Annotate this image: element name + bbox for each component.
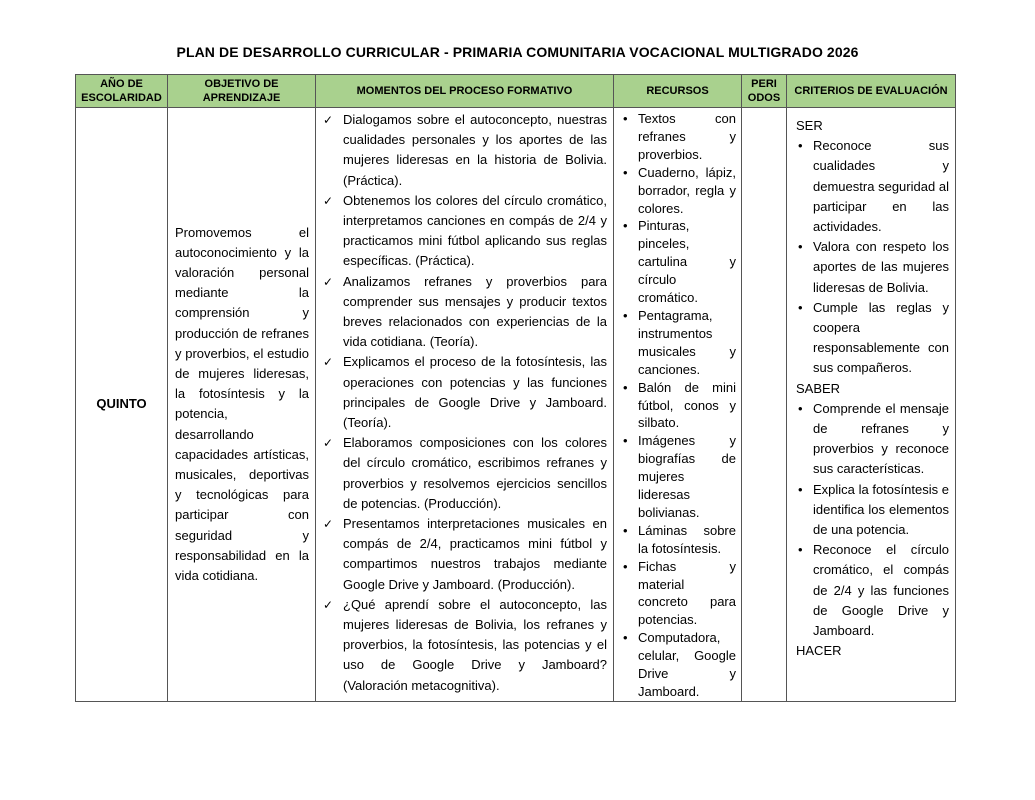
criteria-item-text: Valora con respeto los aportes de las mujeres lideresas de Bolivia. [813, 239, 949, 295]
checkmark-icon: ✓ [323, 274, 334, 289]
header-grade: AÑO DE ESCOLARIDAD [76, 75, 168, 108]
moment-item [323, 595, 607, 696]
moment-item-text: Dialogamos sobre el autoconcepto, nuestras cualidades personales y los aportes de las mujeres lideresas en la historia de Bolivia. (Práctica). [343, 112, 607, 188]
moments-cell [316, 108, 614, 702]
header-objective: OBJETIVO DE APRENDIZAJE [168, 75, 316, 108]
bullet-icon: • [623, 218, 628, 234]
header-moments: MOMENTOS DEL PROCESO FORMATIVO [316, 75, 614, 108]
criteria-cell [787, 108, 956, 702]
resource-item [623, 629, 736, 701]
bullet-icon: • [623, 558, 628, 574]
resources-cell [614, 108, 742, 702]
bullet-icon: • [798, 542, 803, 558]
grade-cell: QUINTO [76, 108, 168, 702]
criteria-item [798, 540, 949, 641]
resource-item [623, 522, 736, 558]
bullet-icon: • [798, 481, 803, 497]
resource-item [623, 110, 736, 164]
criteria-item-text: Cumple las reglas y coopera responsablemente con sus compañeros. [813, 299, 949, 376]
checkmark-icon: ✓ [323, 597, 334, 612]
resource-item-text: Textos con refranes y proverbios. [638, 111, 736, 162]
bullet-icon: • [623, 111, 628, 126]
resource-item [623, 307, 736, 379]
moment-item [323, 433, 607, 514]
resource-item [623, 217, 736, 307]
resource-item [623, 164, 736, 218]
header-periods: PERI ODOS [742, 75, 787, 108]
criteria-item [798, 399, 949, 480]
moment-item-text: ¿Qué aprendí sobre el autoconcepto, las mujeres lideresas de Bolivia, los refranes y proverbios, la fotosíntesis, las potencias y el uso de Google Drive y Jamboard? (Valoración metacognitiva). [343, 596, 607, 693]
moment-item [323, 110, 607, 191]
checkmark-icon: ✓ [323, 193, 334, 208]
criteria-item-text: Comprende el mensaje de refranes y proverbios y reconoce sus características. [813, 400, 949, 477]
resource-item-text: Cuaderno, lápiz, borrador, regla y colores. [638, 164, 736, 216]
header-criteria: CRITERIOS DE EVALUACIÓN [787, 75, 956, 108]
resource-item-text: Láminas sobre la fotosíntesis. [638, 522, 736, 556]
header-resources: RECURSOS [614, 75, 742, 108]
moment-item-text: Obtenemos los colores del círculo cromático, interpretamos canciones en compás de 2/4 y practicamos mini fútbol aplicando sus reglas específicas. (Práctica). [343, 192, 607, 269]
header-row [76, 75, 956, 108]
bullet-icon: • [623, 433, 628, 449]
bullet-icon: • [623, 522, 628, 538]
criteria-item [798, 237, 949, 298]
criteria-saber-list [796, 399, 949, 641]
criteria-item-text: Reconoce el círculo cromático, el compás de 2/4 y las funciones de Google Drive y Jamboard. [813, 542, 949, 639]
bullet-icon: • [798, 239, 803, 255]
moments-list [316, 110, 613, 696]
criteria-item [798, 298, 949, 379]
table-row [76, 108, 956, 702]
bullet-icon: • [623, 164, 628, 180]
resources-list [614, 110, 741, 701]
bullet-icon: • [623, 630, 628, 646]
moment-item-text: Analizamos refranes y proverbios para comprender sus mensajes y producir textos breves relacionados con experiencias de la vida cotidiana. (Teoría). [343, 273, 607, 350]
criteria-ser-list [796, 136, 949, 378]
checkmark-icon: ✓ [323, 436, 334, 451]
criteria-item [798, 136, 949, 237]
document-title: PLAN DE DESARROLLO CURRICULAR - PRIMARIA COMUNITARIA VOCACIONAL MULTIGRADO 2026 [176, 44, 859, 60]
periods-cell [742, 108, 787, 702]
moment-item [323, 272, 607, 353]
moment-item [323, 514, 607, 595]
moment-item [323, 352, 607, 433]
resource-item [623, 558, 736, 630]
resource-item-text: Imágenes y biografías de mujeres lideresas bolivianas. [638, 433, 736, 520]
criteria-hacer-label: HACER [796, 643, 842, 659]
criteria-item [798, 480, 949, 541]
objective-cell: Promovemos el autoconocimiento y la valoración personal mediante la comprensión y producción de refranes y proverbios, el estudio de mujeres lideresas, la fotosíntesis y la potencia, desarrollando capacidades artísticas, musicales, deportivas y tecnológicas para participar con seguridad y responsabilidad en la vida cotidiana. [168, 108, 316, 702]
resource-item-text: Pinturas, pinceles, cartulina y círculo cromático. [638, 218, 736, 306]
moment-item-text: Explicamos el proceso de la fotosíntesis, las operaciones con potencias y las funciones principales de Google Drive y Jamboard. (Teoría). [343, 354, 607, 431]
checkmark-icon: ✓ [323, 355, 334, 370]
resource-item-text: Pentagrama, instrumentos musicales y canciones. [638, 307, 736, 377]
criteria-item-text: Reconoce sus cualidades y demuestra seguridad al participar en las actividades. [813, 138, 949, 235]
criteria-ser-label: SER [796, 118, 823, 133]
bullet-icon: • [623, 379, 628, 395]
checkmark-icon: ✓ [323, 517, 334, 532]
checkmark-icon: ✓ [323, 113, 334, 127]
bullet-icon: • [798, 138, 803, 154]
moment-item-text: Elaboramos composiciones con los colores del círculo cromático, escribimos refranes y proverbios y resolvemos ejercicios sencillos de potencias. (Producción). [343, 435, 607, 511]
resource-item-text: Balón de mini fútbol, conos y silbato. [638, 379, 736, 431]
resource-item-text: Computadora, celular, Google Drive y Jamboard. [638, 630, 736, 699]
resource-item [623, 379, 736, 433]
criteria-saber-label: SABER [796, 380, 841, 396]
criteria-item-text: Explica la fotosíntesis e identifica los elementos de una potencia. [813, 481, 949, 538]
bullet-icon: • [798, 299, 803, 315]
moment-item [323, 191, 607, 272]
moment-item-text: Presentamos interpretaciones musicales en compás de 2/4, practicamos mini fútbol y compartimos nuestros trabajos mediante Google Drive y Jamboard. (Producción). [343, 516, 607, 592]
bullet-icon: • [623, 307, 628, 323]
bullet-icon: • [798, 400, 803, 416]
curriculum-table [75, 74, 956, 702]
resource-item [623, 432, 736, 522]
resource-item-text: Fichas y material concreto para potencias. [638, 558, 736, 628]
